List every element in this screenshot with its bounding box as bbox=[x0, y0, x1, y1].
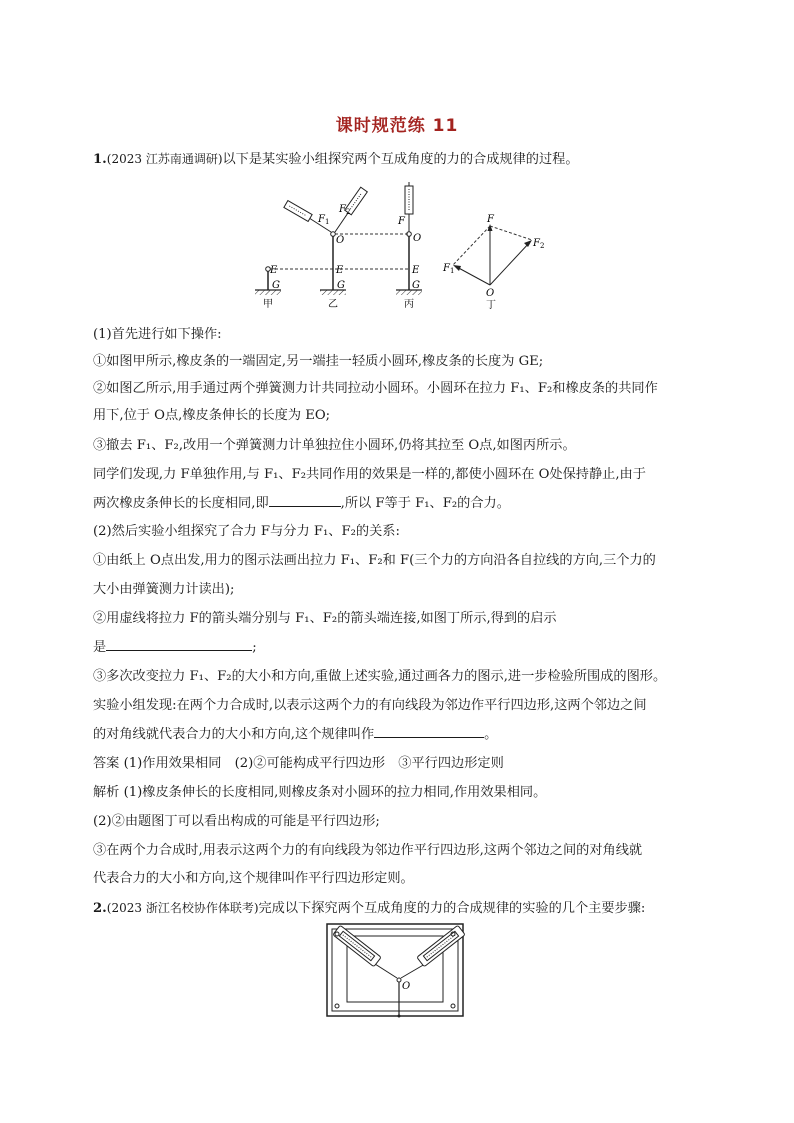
q1-answer bbox=[93, 755, 504, 773]
label-bing: 丙 bbox=[404, 299, 414, 310]
q1-step1: ①如图甲所示,橡皮条的一端固定,另一端挂一轻质小圆环,橡皮条的长度为 GE; bbox=[93, 354, 544, 369]
q1-part2-heading: (2)然后实验小组探究了合力 F与分力 F₁、F₂的关系: bbox=[93, 524, 400, 539]
q1-discussion-line1: 同学们发现,力 F单独作用,与 F₁、F₂共同作用的效果是一样的,都使小圆环在 O处保持静止,由于 bbox=[93, 467, 646, 482]
q2-stem: 完成以下探究两个互成角度的力的合成规律的实验的几个主要步骤: bbox=[258, 901, 646, 916]
label-F-bing: F bbox=[398, 216, 405, 227]
q1-analysis-line4: 代表合力的大小和方向,这个规律叫作平行四边形定则。 bbox=[93, 871, 414, 886]
q1-p2-step1-line2: 大小由弹簧测力计读出); bbox=[93, 582, 235, 597]
q1-p2-step2-line2: 是 ; bbox=[93, 640, 257, 655]
blank-1[interactable] bbox=[269, 494, 341, 507]
q1-p2-step3: ③多次改变拉力 F₁、F₂的大小和方向,重做上述实验,通过画各力的图示,进一步检验所围成的图形。 bbox=[93, 669, 667, 684]
q2-figure bbox=[325, 920, 465, 1020]
q1-figure bbox=[250, 180, 560, 312]
q1-finding-line2: 的对角线就代表合力的大小和方向,这个规律叫作 。 bbox=[93, 727, 498, 742]
figure-jia bbox=[255, 265, 281, 310]
q1-step2-line2: 用下,位于 O点,橡皮条伸长的长度为 EO; bbox=[93, 408, 331, 423]
label-E-jia: E bbox=[270, 265, 278, 276]
page-title: 课时规范练 11 bbox=[335, 116, 459, 136]
q2-header bbox=[93, 899, 645, 918]
q1-step2-line1: ②如图乙所示,用手通过两个弹簧测力计共同拉动小圆环。小圆环在拉力 F₁、F₂和橡皮条的共同作 bbox=[93, 381, 658, 396]
q1-discussion-line2: 两次橡皮条伸长的长度相同,即 ,所以 F等于 F₁、F₂的合力。 bbox=[93, 496, 510, 511]
label-O-ding: O bbox=[486, 288, 495, 299]
label-yi: 乙 bbox=[328, 299, 338, 310]
q1-analysis-line3: ③在两个力合成时,用表示这两个力的有向线段为邻边作平行四边形,这两个邻边之间的对角线就 bbox=[93, 843, 643, 858]
blank-2[interactable] bbox=[106, 638, 252, 651]
label-F-ding: F bbox=[487, 214, 494, 225]
q1-p2-step2-line1: ②用虚线将拉力 F的箭头端分别与 F₁、F₂的箭头端连接,如图丁所示,得到的启示 bbox=[93, 611, 557, 626]
q1-analysis-line1: 解析 (1)橡皮条伸长的长度相同,则橡皮条对小圆环的拉力相同,作用效果相同。 bbox=[93, 785, 547, 800]
label-F1-yi: $F_1$ bbox=[318, 214, 330, 226]
q1-step3: ③撤去 F₁、F₂,改用一个弹簧测力计单独拉住小圆环,仍将其拉至 O点,如图丙所示。 bbox=[93, 438, 576, 453]
label-G-bing: G bbox=[412, 280, 420, 291]
q2-source: (2023 浙江名校协作体联考) bbox=[106, 901, 259, 915]
q1-part1-heading: (1)首先进行如下操作: bbox=[93, 327, 222, 342]
label-jia: 甲 bbox=[263, 299, 273, 310]
q1-number: 1. bbox=[93, 152, 107, 167]
figure-ding bbox=[442, 214, 544, 311]
figure-bing bbox=[396, 182, 422, 310]
label-O-yi: O bbox=[336, 235, 345, 246]
label-F2-ding: $F_2$ bbox=[533, 238, 545, 250]
q1-p2-step1-line1: ①由纸上 O点出发,用力的图示法画出拉力 F₁、F₂和 F(三个力的方向沿各自拉线的方向,三个力的 bbox=[93, 553, 656, 568]
q1-header bbox=[93, 150, 579, 169]
q2-number: 2. bbox=[93, 901, 107, 916]
figure-yi bbox=[284, 187, 367, 310]
answer-text: (1)作用效果相同 (2)②可能构成平行四边形 ③平行四边形定则 bbox=[123, 756, 504, 771]
label-F1-ding: $F_1$ bbox=[443, 263, 455, 275]
label-G-jia: G bbox=[272, 280, 280, 291]
answer-label: 答案 bbox=[93, 756, 120, 771]
analysis-label: 解析 bbox=[93, 785, 120, 800]
q1-finding-line1: 实验小组发现:在两个力合成时,以表示这两个力的有向线段为邻边作平行四边形,这两个邻边之间 bbox=[93, 698, 647, 713]
label-G-yi: G bbox=[337, 280, 345, 291]
label-O-q2: O bbox=[402, 981, 411, 992]
q1-source: (2023 江苏南通调研) bbox=[106, 152, 223, 166]
blank-3[interactable] bbox=[374, 725, 484, 738]
label-E-bing: E bbox=[412, 265, 420, 276]
q1-analysis-line2: (2)②由题图丁可以看出构成的可能是平行四边形; bbox=[93, 814, 380, 829]
label-F2-yi: $F_2$ bbox=[339, 204, 351, 216]
label-O-bing: O bbox=[413, 233, 422, 244]
label-E-yi: E bbox=[336, 265, 344, 276]
q1-stem: 以下是某实验小组探究两个互成角度的力的合成规律的过程。 bbox=[222, 152, 579, 167]
label-ding: 丁 bbox=[486, 300, 496, 311]
